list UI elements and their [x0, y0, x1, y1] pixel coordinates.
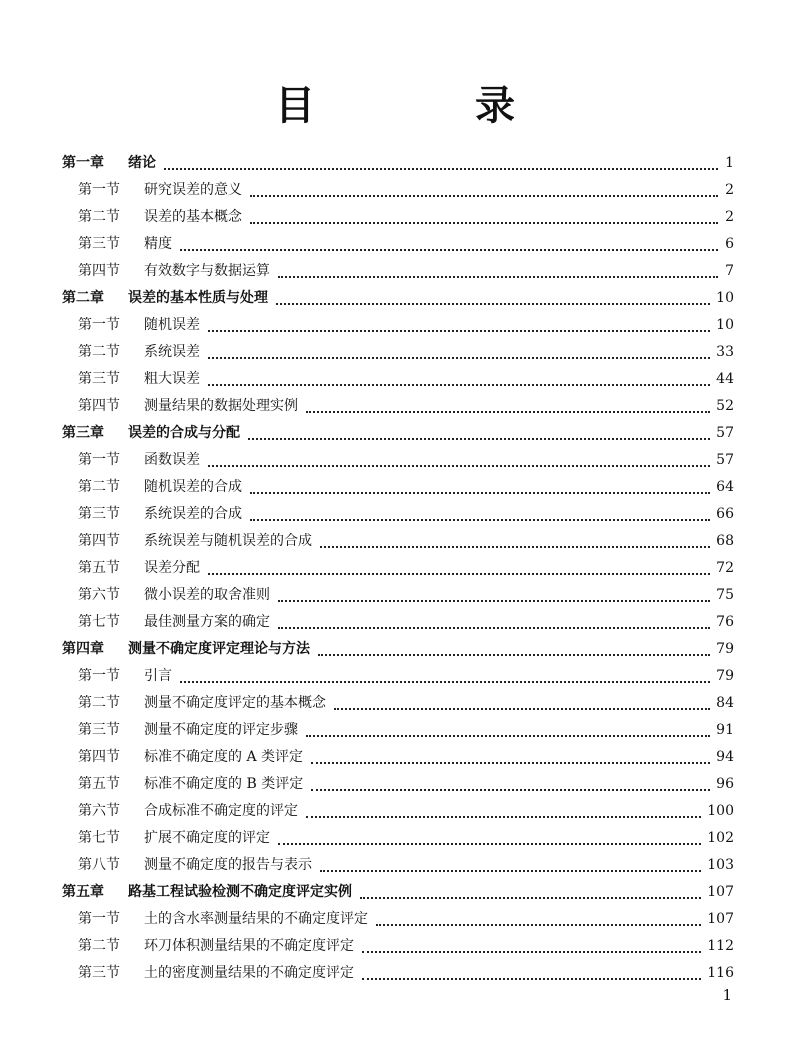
toc-entry-title: 环刀体积测量结果的不确定度评定	[144, 938, 354, 954]
dot-leader	[180, 681, 710, 683]
toc-section-entry	[62, 798, 734, 825]
toc-entry-label: 第二节	[78, 344, 120, 360]
toc-section-entry	[62, 771, 734, 798]
toc-entry-label: 第二节	[78, 938, 120, 954]
toc-entry-page: 64	[716, 479, 734, 495]
toc-entry-label: 第二节	[78, 695, 120, 711]
dot-leader	[250, 492, 710, 494]
toc-entry-title: 扩展不确定度的评定	[144, 830, 270, 846]
toc-entry-page: 76	[716, 614, 734, 630]
toc-entry-title: 合成标准不确定度的评定	[144, 803, 298, 819]
toc-entry-title: 测量不确定度评定理论与方法	[128, 641, 310, 657]
toc-entry-page: 103	[707, 857, 734, 873]
toc-entry-title: 研究误差的意义	[144, 182, 242, 198]
dot-leader	[250, 222, 718, 224]
toc-entry-label: 第五节	[78, 560, 120, 576]
toc-entry-label: 第八节	[78, 857, 120, 873]
toc-entry-label: 第一节	[78, 452, 120, 468]
toc-section-entry	[62, 609, 734, 636]
toc-entry-label: 第五节	[78, 776, 120, 792]
toc-entry-label: 第五章	[62, 884, 104, 900]
dot-leader	[250, 195, 718, 197]
toc-entry-page: 84	[716, 695, 734, 711]
toc-entry-label: 第七节	[78, 830, 120, 846]
toc-entry-page: 79	[716, 668, 734, 684]
toc-entry-page: 107	[707, 911, 734, 927]
toc-entry-title: 误差的基本概念	[144, 209, 242, 225]
toc-section-entry	[62, 393, 734, 420]
dot-leader	[180, 249, 718, 251]
toc-section-entry	[62, 555, 734, 582]
toc-entry-page: 112	[707, 938, 734, 954]
toc-entry-title: 随机误差的合成	[144, 479, 242, 495]
toc-section-entry	[62, 447, 734, 474]
toc-entry-title: 函数误差	[144, 452, 200, 468]
dot-leader	[278, 627, 710, 629]
page-number: 1	[722, 986, 732, 1004]
dot-leader	[208, 465, 710, 467]
toc-entry-label: 第三节	[78, 722, 120, 738]
dot-leader	[164, 168, 718, 170]
toc-entry-page: 2	[725, 182, 734, 198]
toc-entry-title: 测量结果的数据处理实例	[144, 398, 298, 414]
toc-section-entry	[62, 744, 734, 771]
toc-entry-page: 94	[716, 749, 734, 765]
toc-section-entry	[62, 528, 734, 555]
dot-leader	[320, 870, 701, 872]
toc-entry-title: 误差的基本性质与处理	[128, 290, 268, 306]
toc-entry-title: 最佳测量方案的确定	[144, 614, 270, 630]
toc-entry-page: 66	[716, 506, 734, 522]
toc-entry-label: 第一节	[78, 182, 120, 198]
toc-entry-page: 75	[716, 587, 734, 603]
toc-entry-title: 有效数字与数据运算	[144, 263, 270, 279]
toc-entry-title: 土的含水率测量结果的不确定度评定	[144, 911, 368, 927]
toc-entry-title: 随机误差	[144, 317, 200, 333]
dot-leader	[276, 303, 710, 305]
toc-entry-page: 2	[725, 209, 734, 225]
dot-leader	[248, 438, 710, 440]
dot-leader	[250, 519, 710, 521]
toc-entry-label: 第二节	[78, 479, 120, 495]
toc-section-entry	[62, 825, 734, 852]
toc-entry-title: 标准不确定度的 B 类评定	[144, 776, 304, 792]
dot-leader	[318, 654, 710, 656]
toc-entry-page: 72	[716, 560, 734, 576]
dot-leader	[334, 708, 710, 710]
dot-leader	[311, 762, 710, 764]
toc-section-entry	[62, 717, 734, 744]
toc-section-entry	[62, 231, 734, 258]
toc-entry-title: 精度	[144, 236, 172, 252]
toc-entry-title: 粗大误差	[144, 371, 200, 387]
toc-section-entry	[62, 366, 734, 393]
toc-entry-title: 测量不确定度的评定步骤	[144, 722, 298, 738]
toc-section-entry	[62, 960, 734, 987]
toc-entry-page: 10	[716, 317, 734, 333]
toc-section-entry	[62, 501, 734, 528]
toc-entry-title: 标准不确定度的 A 类评定	[144, 749, 304, 765]
toc-section-entry	[62, 690, 734, 717]
toc-section-entry	[62, 663, 734, 690]
dot-leader	[320, 546, 710, 548]
toc-entry-label: 第四节	[78, 263, 120, 279]
toc-entry-page: 10	[716, 290, 734, 306]
toc-entry-page: 116	[707, 965, 734, 981]
toc-entry-page: 91	[716, 722, 734, 738]
toc-section-entry	[62, 204, 734, 231]
table-of-contents	[62, 150, 734, 987]
toc-entry-page: 6	[725, 236, 734, 252]
toc-entry-title: 测量不确定度评定的基本概念	[144, 695, 326, 711]
toc-entry-label: 第四章	[62, 641, 104, 657]
toc-chapter-entry	[62, 879, 734, 906]
toc-entry-title: 测量不确定度的报告与表示	[144, 857, 312, 873]
toc-entry-title: 误差的合成与分配	[128, 425, 240, 441]
toc-entry-page: 96	[716, 776, 734, 792]
toc-section-entry	[62, 312, 734, 339]
toc-entry-page: 7	[725, 263, 734, 279]
dot-leader	[208, 384, 710, 386]
dot-leader	[278, 276, 718, 278]
toc-entry-label: 第三章	[62, 425, 104, 441]
toc-chapter-entry	[62, 636, 734, 663]
toc-entry-page: 33	[716, 344, 734, 360]
toc-section-entry	[62, 933, 734, 960]
toc-entry-page: 102	[707, 830, 734, 846]
toc-entry-label: 第三节	[78, 965, 120, 981]
toc-entry-title: 引言	[144, 668, 172, 684]
dot-leader	[208, 330, 710, 332]
toc-entry-page: 57	[716, 425, 734, 441]
dot-leader	[208, 357, 710, 359]
toc-entry-title: 绪论	[128, 155, 156, 171]
dot-leader	[306, 411, 710, 413]
toc-entry-label: 第四节	[78, 749, 120, 765]
toc-entry-page: 68	[716, 533, 734, 549]
dot-leader	[278, 600, 710, 602]
toc-entry-label: 第六节	[78, 587, 120, 603]
toc-entry-page: 57	[716, 452, 734, 468]
toc-entry-page: 52	[716, 398, 734, 414]
toc-entry-label: 第一节	[78, 668, 120, 684]
toc-entry-page: 100	[707, 803, 734, 819]
dot-leader	[360, 897, 701, 899]
toc-entry-page: 1	[725, 155, 734, 171]
toc-entry-label: 第三节	[78, 506, 120, 522]
toc-chapter-entry	[62, 285, 734, 312]
toc-section-entry	[62, 852, 734, 879]
toc-entry-label: 第二节	[78, 209, 120, 225]
dot-leader	[306, 735, 710, 737]
dot-leader	[362, 978, 701, 980]
toc-entry-title: 系统误差的合成	[144, 506, 242, 522]
toc-entry-label: 第六节	[78, 803, 120, 819]
toc-section-entry	[62, 339, 734, 366]
toc-entry-label: 第一节	[78, 911, 120, 927]
toc-section-entry	[62, 582, 734, 609]
toc-section-entry	[62, 258, 734, 285]
toc-entry-label: 第四节	[78, 533, 120, 549]
page-title: 目 录	[275, 82, 575, 129]
toc-section-entry	[62, 906, 734, 933]
dot-leader	[278, 843, 701, 845]
dot-leader	[362, 951, 701, 953]
toc-section-entry	[62, 177, 734, 204]
dot-leader	[311, 789, 710, 791]
toc-entry-title: 土的密度测量结果的不确定度评定	[144, 965, 354, 981]
dot-leader	[376, 924, 701, 926]
toc-entry-label: 第四节	[78, 398, 120, 414]
toc-entry-label: 第二章	[62, 290, 104, 306]
toc-entry-title: 系统误差	[144, 344, 200, 360]
toc-chapter-entry	[62, 420, 734, 447]
toc-entry-page: 44	[716, 371, 734, 387]
toc-entry-label: 第一节	[78, 317, 120, 333]
toc-section-entry	[62, 474, 734, 501]
dot-leader	[208, 573, 710, 575]
toc-entry-label: 第七节	[78, 614, 120, 630]
toc-entry-page: 107	[707, 884, 734, 900]
toc-entry-page: 79	[716, 641, 734, 657]
toc-entry-title: 误差分配	[144, 560, 200, 576]
toc-entry-title: 系统误差与随机误差的合成	[144, 533, 312, 549]
toc-entry-label: 第三节	[78, 236, 120, 252]
toc-entry-label: 第三节	[78, 371, 120, 387]
toc-entry-title: 路基工程试验检测不确定度评定实例	[128, 884, 352, 900]
toc-chapter-entry	[62, 150, 734, 177]
toc-entry-label: 第一章	[62, 155, 104, 171]
toc-entry-title: 微小误差的取舍准则	[144, 587, 270, 603]
dot-leader	[306, 816, 701, 818]
